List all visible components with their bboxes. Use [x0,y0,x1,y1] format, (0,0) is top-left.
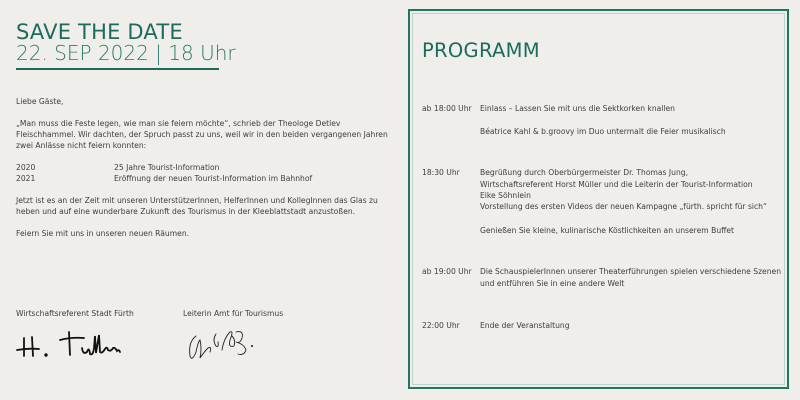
anniversary-year: 2020 [16,163,36,172]
program-item [422,201,780,213]
letter-paragraph-1: „Man muss die Feste legen, wie man sie feiern möchte“, schrieb der Theologe Detlev Fleischhammel. Wir dachten, der Spruch passt zu uns, weil wir in den beiden vergangenen Jahren zwei Anlässe nicht feiern konnten: [16,119,388,150]
anniversary-list [16,162,396,184]
invitation-left-panel [16,0,396,400]
program-description: Ende der Veranstaltung [480,321,570,330]
program-description: Béatrice Kahl & b.groovy im Duo untermalt die Feier musikalisch [480,127,726,136]
program-description: Die SchauspielerInnen unserer Theaterführungen spielen verschiedene Szenen und entführen Sie in eine andere Welt [480,267,782,288]
program-description: Begrüßung durch Oberbürgermeister Dr. Thomas Jung, Wirtschaftsreferent Horst Müller und die Leiterin der Tourist-Information Eike Söhnlein [480,168,753,200]
program-time: ab 19:00 Uhr [422,267,472,276]
anniversary-row [16,173,396,184]
program-time: ab 18:00 Uhr [422,104,472,113]
program-item [422,225,780,237]
program-item [422,126,780,138]
signature-soehnlein-icon [186,328,256,364]
anniversary-year: 2021 [16,174,36,183]
program-time: 18:30 Uhr [422,168,460,177]
program-description: Vorstellung des ersten Videos der neuen Kampagne „fürth. spricht für sich“ [480,202,767,211]
letter-body [16,96,396,250]
title-divider [16,68,219,70]
program-title: PROGRAMM [422,39,540,62]
event-date: 22. SEP 2022 | 18 Uhr [16,41,236,65]
anniversary-text: 25 Jahre Tourist-Information [114,163,220,172]
anniversary-text: Eröffnung der neuen Tourist-Information im Bahnhof [114,174,313,183]
greeting: Liebe Gäste, [16,97,64,106]
program-time [422,201,480,213]
program-time [422,126,480,138]
signatory-1-title: Wirtschaftsreferent Stadt Fürth [16,309,134,318]
program-time: 22:00 Uhr [422,321,460,330]
program-time [422,225,480,237]
signatory-2-title: Leiterin Amt für Tourismus [183,309,284,318]
program-description: Einlass – Lassen Sie mit uns die Sektkorken knallen [480,104,675,113]
save-the-date-title: SAVE THE DATE [16,20,183,44]
signature-mueller-icon [16,328,134,364]
letter-paragraph-2: Jetzt ist es an der Zeit mit unseren UnterstützerInnen, HelferInnen und KollegInnen das Glas zu heben und auf eine wunderbare Zukunft des Tourismus in der Kleeblattstadt anzustoßen. [16,196,378,216]
program-description: Genießen Sie kleine, kulinarische Köstlichkeiten an unserem Buffet [480,226,735,235]
program-item [422,320,780,332]
program-item [422,266,782,289]
letter-paragraph-3: Feiern Sie mit uns in unseren neuen Räumen. [16,229,190,238]
program-item [422,167,762,202]
anniversary-row [16,162,396,173]
program-item [422,103,780,115]
